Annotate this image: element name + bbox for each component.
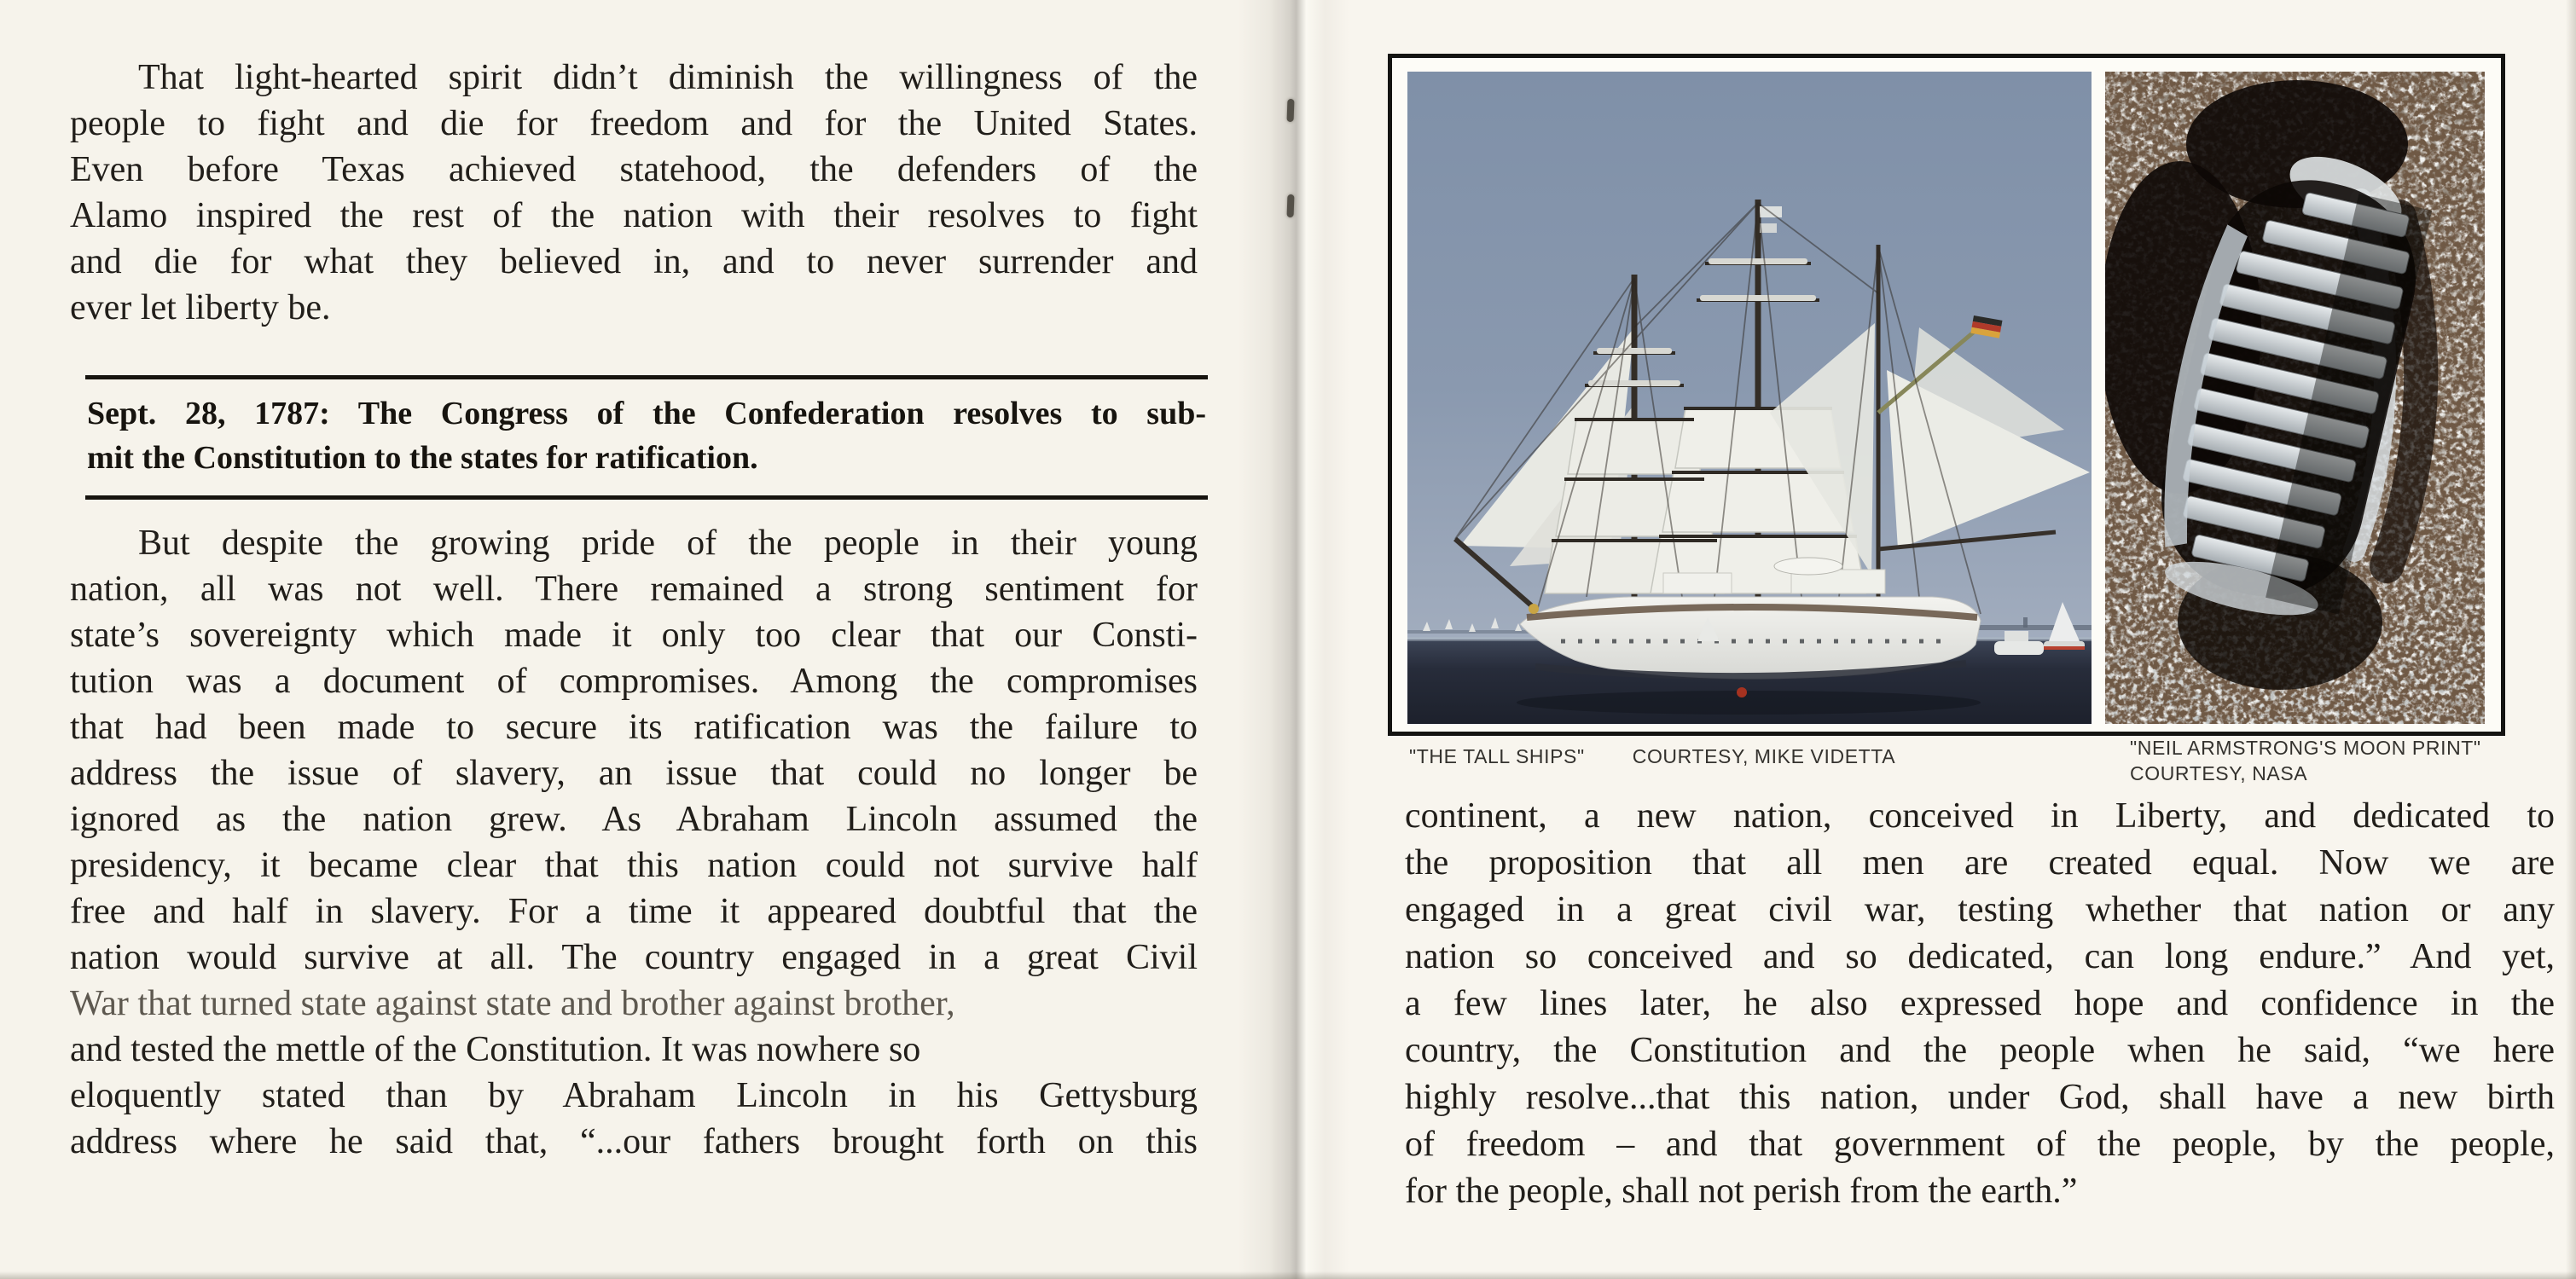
text-line: eloquently stated than by Abraham Lincoln in his Gettysburg: [70, 1076, 1198, 1115]
text-line: free and half in slavery. For a time it appeared doubtful that the: [70, 892, 1198, 931]
text-line: tution was a document of compromises. Among the compromises: [70, 662, 1198, 701]
paragraph-gettysburg: [1405, 793, 2555, 1215]
text-line: nation so conceived and so dedicated, can long endure.” And yet,: [1405, 937, 2555, 976]
text-line: continent, a new nation, conceived in Liberty, and dedicated to: [1405, 796, 2555, 836]
text-line: ignored as the nation grew. As Abraham Lincoln assumed the: [70, 800, 1198, 839]
text-line: War that turned state against state and brother against brother,: [70, 984, 955, 1023]
text-line: address where he said that, “...our fathers brought forth on this: [70, 1122, 1198, 1161]
staple: [1287, 194, 1295, 217]
red-buoy: [1737, 687, 1747, 697]
scan-edge-right: [2566, 0, 2576, 1279]
text-line: and die for what they believed in, and to never surrender and: [70, 242, 1198, 281]
date-callout: [85, 375, 1208, 500]
text-line: ever let liberty be.: [70, 288, 331, 327]
caption-credit: COURTESY, NASA: [2130, 762, 2308, 784]
callout-line: mit the Constitution to the states for ratification.: [87, 440, 758, 476]
tall-ships-photo: [1407, 72, 2092, 724]
paragraph-opening: [70, 55, 1198, 331]
text-line: nation, all was not well. There remained a strong sentiment for: [70, 570, 1198, 609]
text-line: for the people, shall not perish from the earth.”: [1405, 1172, 2078, 1211]
callout-line: Sept. 28, 1787: The Congress of the Confederation resolves to sub-: [87, 396, 1206, 431]
moon-print-caption: [2130, 735, 2481, 786]
photo-frame: [1388, 54, 2505, 736]
caption-credit: COURTESY, MIKE VIDETTA: [1632, 745, 1896, 767]
left-page: [0, 0, 1279, 1279]
text-line: But despite the growing pride of the people in their young: [138, 524, 1198, 563]
text-line: of freedom – and that government of the people, by the people,: [1405, 1125, 2555, 1164]
staple: [1287, 99, 1295, 122]
moon-print-illustration: [2105, 72, 2485, 724]
tall-ships-illustration: [1407, 72, 2092, 724]
text-line: engaged in a great civil war, testing whether that nation or any: [1405, 890, 2555, 929]
text-line: highly resolve...that this nation, under God, shall have a new birth: [1405, 1078, 2555, 1117]
tall-ships-caption: [1409, 745, 1895, 768]
paragraph-main: [70, 520, 1198, 1165]
text-line: people to fight and die for freedom and for the United States.: [70, 104, 1198, 143]
caption-title: "NEIL ARMSTRONG'S MOON PRINT": [2130, 737, 2481, 759]
text-line: the proposition that all men are created equal. Now we are: [1405, 843, 2555, 883]
right-page: [1279, 0, 2576, 1279]
text-line: presidency, it became clear that this nation could not survive half: [70, 846, 1198, 885]
text-line: country, the Constitution and the people when he said, “we here: [1405, 1031, 2555, 1070]
text-line: nation would survive at all. The country engaged in a great Civil: [70, 938, 1198, 977]
scan-edge-bottom: [0, 1271, 2576, 1279]
text-line: address the issue of slavery, an issue that could no longer be: [70, 754, 1198, 793]
caption-title: "THE TALL SHIPS": [1409, 745, 1585, 767]
moon-print-photo: [2105, 72, 2485, 724]
text-line: Alamo inspired the rest of the nation with their resolves to fight: [70, 196, 1198, 235]
text-line: Even before Texas achieved statehood, the defenders of the: [70, 150, 1198, 189]
text-line: a few lines later, he also expressed hope and confidence in the: [1405, 984, 2555, 1023]
text-line: That light-hearted spirit didn’t diminish the willingness of the: [138, 58, 1198, 97]
text-line: and tested the mettle of the Constitution. It was nowhere so: [70, 1030, 921, 1069]
text-line: that had been made to secure its ratification was the failure to: [70, 708, 1198, 747]
text-line: state’s sovereignty which made it only too clear that our Consti-: [70, 616, 1198, 655]
